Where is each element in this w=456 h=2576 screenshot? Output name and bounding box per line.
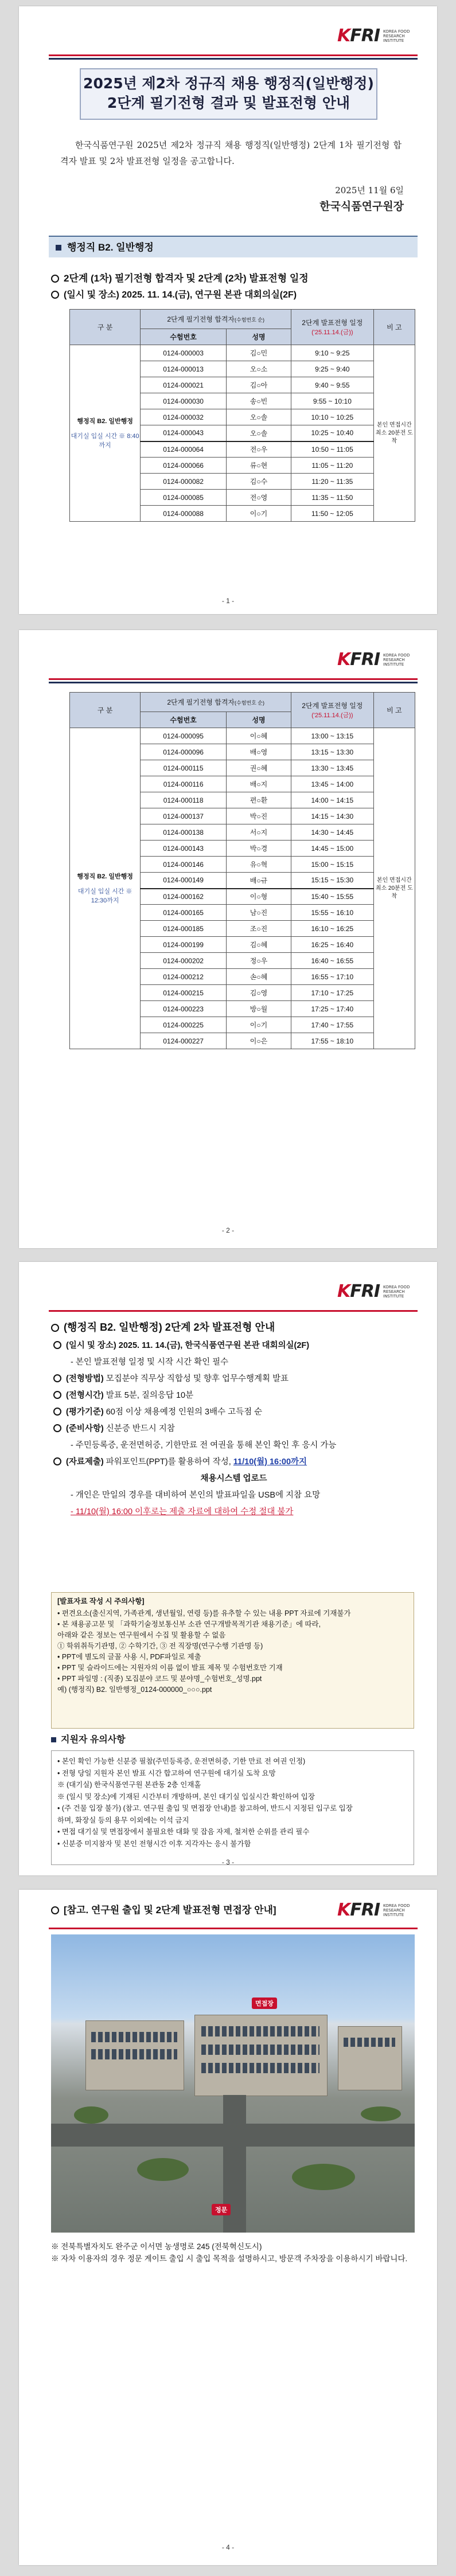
candidate-id: 0124-000202 (141, 953, 227, 969)
col-header-name: 성명 (226, 712, 291, 728)
guide-submission: (자료제출) 파워포인트(PPT)를 활용하여 작성, 11/10(월) 16:00까지 (53, 1454, 414, 1471)
candidate-name: 손○혜 (226, 969, 291, 985)
page-number: - 1 - (221, 597, 235, 605)
candidate-id: 0124-000165 (141, 905, 227, 921)
candidate-id: 0124-000118 (141, 792, 227, 808)
logo-subtitle: KOREA FOOD RESEARCH INSTITUTE (383, 29, 410, 43)
header-rule-red (49, 54, 418, 56)
guide-usb-note: - 개인은 만일의 경우를 대비하여 본인의 발표파일을 USB에 지참 요망 (71, 1491, 321, 1500)
notice-line: ※ (대기실) 한국식품연구원 본관동 2층 인재홀 (57, 1781, 201, 1789)
header-rule-red (49, 1310, 418, 1312)
presentation-time: 17:25 ~ 17:40 (291, 1001, 374, 1017)
campus-guide-title: [참고. 연구원 출입 및 2단계 발표전형 면접장 안내] (51, 1897, 322, 1924)
candidate-id: 0124-000149 (141, 873, 227, 889)
presentation-time: 14:00 ~ 14:15 (291, 792, 374, 808)
candidate-id: 0124-000138 (141, 824, 227, 841)
title-line-2: 2단계 필기전형 결과 및 발표전형 안내 (107, 95, 350, 111)
caution-line: • PPT 및 슬라이드에는 지원자의 이름 없이 발표 제목 및 수험번호만 기재 (57, 1664, 283, 1672)
candidate-name: 정○우 (226, 953, 291, 969)
candidate-name: 오○소 (226, 361, 291, 377)
waiting-room-entry-time: 대기실 입실 시간 ※ 8:40까지 (71, 432, 139, 449)
page-number: - 3 - (221, 1858, 235, 1866)
presentation-time: 13:00 ~ 13:15 (291, 728, 374, 744)
presentation-time: 16:55 ~ 17:10 (291, 969, 374, 985)
division-name: 행정직 B2. 일반행정 (77, 417, 133, 425)
presentation-time: 11:50 ~ 12:05 (291, 506, 374, 522)
candidate-id: 0124-000116 (141, 776, 227, 792)
candidate-name: 이○혜 (226, 728, 291, 744)
guide-method: (전형방법) 모집분야 직무상 직합성 및 향후 업무수행계획 발표 (53, 1371, 414, 1387)
tree (137, 2158, 189, 2181)
candidate-name: 권○혜 (226, 760, 291, 776)
applicant-notice-lines (57, 1756, 408, 1850)
presentation-time: 14:15 ~ 14:30 (291, 808, 374, 824)
tree (361, 2106, 401, 2121)
candidate-name: 류○현 (226, 458, 291, 474)
candidate-id: 0124-000199 (141, 937, 227, 953)
page-2 (19, 630, 437, 1248)
col-header-note: 비 고 (373, 310, 415, 345)
candidate-name: 편○환 (226, 792, 291, 808)
document-title-box (80, 68, 377, 120)
presentation-time: 9:25 ~ 9:40 (291, 361, 374, 377)
page-4 (19, 1890, 437, 2565)
header-rule-red (49, 678, 418, 680)
applicant-notice-box (51, 1750, 414, 1865)
circle-bullet-icon (51, 275, 59, 283)
announce-date: 2025년 11월 6일 (335, 185, 404, 196)
building-windows (91, 2032, 177, 2042)
candidate-name: 유○혁 (226, 857, 291, 873)
candidate-id: 0124-000146 (141, 857, 227, 873)
caution-line: • PPT 파일명 : (직종) 모집분야 코드 및 분야명_수험번호_성명.ppt (57, 1675, 262, 1683)
section-heading: 행정직 B2. 일반행정 (49, 236, 418, 257)
division-cell (70, 728, 141, 1049)
presentation-time: 16:25 ~ 16:40 (291, 937, 374, 953)
candidate-name: 배○영 (226, 744, 291, 760)
col-header-id: 수험번호 (141, 329, 227, 345)
candidate-name: 전○영 (226, 490, 291, 506)
col-header-group: 2단계 필기전형 합격자(수험번호 순) (141, 693, 291, 712)
guide-date-place: (일시 및 장소) 2025. 11. 14.(금), 한국식품연구원 본관 대회의실(2F) (53, 1338, 414, 1354)
waiting-room-entry-time: 대기실 입실 시간 ※ 12:30까지 (77, 888, 132, 904)
col-header-name: 성명 (226, 329, 291, 345)
circle-bullet-icon (51, 1906, 59, 1914)
header-rule-red (49, 1928, 418, 1929)
candidate-id: 0124-000227 (141, 1033, 227, 1049)
candidate-name: 남○진 (226, 905, 291, 921)
caution-line: • 본 채용공고문 및 「과학기술정보통신부 소관 연구개발목적기관 채용기준」에 따라, (57, 1620, 321, 1628)
caution-line: 예) (행정직) B2. 일반행정_0124-000000_○○○.ppt (57, 1686, 212, 1694)
candidate-id: 0124-000162 (141, 889, 227, 905)
arrival-note: 본인 면접시간 최소 20분전 도착 (373, 345, 415, 522)
presentation-time: 15:40 ~ 15:55 (291, 889, 374, 905)
notice-line: • 본인 확인 가능한 신분증 필참(주민등록증, 운전면허증, 기한 만료 전 여권 인정) (57, 1757, 306, 1765)
ppt-caution-title: [발표자료 작성 시 주의사항] (57, 1597, 145, 1605)
title-line-1: 2025년 제2차 정규직 채용 행정직(일반행정) (83, 75, 374, 92)
logo-mark: KFRI (337, 1281, 380, 1301)
presentation-time: 10:25 ~ 10:40 (291, 425, 374, 441)
candidate-id: 0124-000137 (141, 808, 227, 824)
presentation-time: 16:40 ~ 16:55 (291, 953, 374, 969)
presentation-time: 11:05 ~ 11:20 (291, 458, 374, 474)
kfri-logo (337, 26, 418, 46)
guide-check-schedule: - 본인 발표전형 일정 및 시작 시간 확인 필수 (71, 1358, 229, 1367)
candidate-id: 0124-000066 (141, 458, 227, 474)
candidate-id: 0124-000082 (141, 474, 227, 490)
candidate-name: 이○형 (226, 889, 291, 905)
presentation-guide-heading: (행정직 B2. 일반행정) 2단계 2차 발표전형 안내 (51, 1319, 418, 1334)
candidate-name: 송○빈 (226, 393, 291, 409)
candidate-id: 0124-000088 (141, 506, 227, 522)
division-cell (70, 345, 141, 522)
presentation-time: 9:10 ~ 9:25 (291, 345, 374, 361)
building-windows (201, 2026, 319, 2036)
presentation-time: 16:10 ~ 16:25 (291, 921, 374, 937)
division-name: 행정직 B2. 일반행정 (77, 873, 133, 880)
schedule-table-2 (69, 692, 415, 1049)
guide-deadline-warning: - 11/10(월) 16:00 이후로는 제출 자료에 대하여 수정 절대 불가 (71, 1507, 294, 1516)
presentation-time: 15:00 ~ 15:15 (291, 857, 374, 873)
candidate-name: 배○지 (226, 776, 291, 792)
circle-bullet-icon (53, 1457, 61, 1465)
caution-line: • PPT에 별도의 글꼴 사용 시, PDF파일로 제출 (57, 1653, 201, 1661)
date-place-line: (일시 및 장소) 2025. 11. 14.(금), 연구원 본관 대회의실(2F) (51, 287, 418, 300)
logo-mark: KFRI (337, 1900, 380, 1920)
kfri-logo (337, 650, 418, 670)
ppt-caution-lines (57, 1608, 408, 1695)
col-header-id: 수험번호 (141, 712, 227, 728)
presentation-time: 14:30 ~ 14:45 (291, 824, 374, 841)
col-header-schedule: 2단계 발표전형 일정 ('25.11.14.(금)) (291, 693, 374, 728)
circle-bullet-icon (53, 1424, 61, 1432)
presentation-time: 15:55 ~ 16:10 (291, 905, 374, 921)
candidate-id: 0124-000143 (141, 841, 227, 857)
tree (292, 2164, 355, 2190)
candidate-id: 0124-000225 (141, 1017, 227, 1033)
candidate-id: 0124-000003 (141, 345, 227, 361)
presentation-guide-list (53, 1338, 414, 1520)
presentation-time: 9:40 ~ 9:55 (291, 377, 374, 393)
candidate-name: 박○경 (226, 841, 291, 857)
presentation-time: 13:45 ~ 14:00 (291, 776, 374, 792)
candidate-name: 김○영 (226, 985, 291, 1001)
table-row (70, 345, 415, 361)
candidate-name: 박○진 (226, 808, 291, 824)
candidate-id: 0124-000021 (141, 377, 227, 393)
presentation-time: 17:55 ~ 18:10 (291, 1033, 374, 1049)
schedule-table-1-body (70, 345, 415, 522)
arrival-note: 본인 면접시간 최소 20분전 도착 (373, 728, 415, 1049)
notice-line: • (주 건물 입장 불가) (참고. 연구원 출입 및 면접장 안내)를 참고하여, 반드시 지정된 입구로 입장 (57, 1804, 353, 1812)
main-gate-marker: 정문 (212, 2204, 231, 2215)
presentation-time: 11:35 ~ 11:50 (291, 490, 374, 506)
col-header-division: 구 분 (70, 310, 141, 345)
page-3 (19, 1262, 437, 1875)
candidate-name: 김○수 (226, 474, 291, 490)
candidate-id: 0124-000064 (141, 441, 227, 458)
square-bullet-icon (56, 245, 61, 251)
logo-subtitle: KOREA FOOD RESEARCH INSTITUTE (383, 1903, 410, 1917)
logo-mark: KFRI (337, 650, 380, 670)
candidate-name: 이○은 (226, 1033, 291, 1049)
table-row (70, 728, 415, 744)
guide-criteria: (평가기준) 60점 이상 채용예정 인원의 3배수 고득점 순 (53, 1404, 414, 1421)
logo-subtitle: KOREA FOOD RESEARCH INSTITUTE (383, 652, 410, 667)
presentation-time: 17:10 ~ 17:25 (291, 985, 374, 1001)
circle-bullet-icon (53, 1391, 61, 1399)
kfri-logo (337, 1900, 418, 1920)
intro-paragraph: 한국식품연구원 2025년 제2차 정규직 채용 행정직(일반행정) 2단계 1차 필기전형 합격자 발표 및 2차 발표전형 일정을 공고합니다. (60, 140, 402, 166)
candidate-name: 배○규 (226, 873, 291, 889)
tree (74, 2106, 108, 2124)
caution-line: • 편견요소(출신지역, 가족관계, 생년월일, 연령 등)를 유추할 수 있는 내용 PPT 자료에 기재불가 (57, 1609, 351, 1617)
logo-subtitle: KOREA FOOD RESEARCH INSTITUTE (383, 1284, 410, 1299)
notice-line: 하며, 화장실 등의 용무 이외에는 이석 금지 (57, 1816, 189, 1824)
notice-line: ※ (일시 및 장소)에 기재된 시간부터 개방하며, 본인 대기실 입실시간 확인하여 입장 (57, 1792, 315, 1801)
candidate-name: 방○월 (226, 1001, 291, 1017)
logo-mark: KFRI (337, 26, 380, 46)
building-windows (201, 2063, 319, 2073)
candidate-name: 오○솔 (226, 425, 291, 441)
col-header-division: 구 분 (70, 693, 141, 728)
circle-bullet-icon (53, 1408, 61, 1416)
candidate-name: 김○혜 (226, 937, 291, 953)
building-windows (91, 2049, 177, 2059)
notice-line: • 면접 대기실 및 면접장에서 불필요한 대화 및 잡음 자제, 철저한 순위를 관리 필수 (57, 1828, 310, 1836)
candidate-name: 이○기 (226, 506, 291, 522)
building-windows (201, 2045, 319, 2055)
candidate-id: 0124-000013 (141, 361, 227, 377)
candidate-name: 조○진 (226, 921, 291, 937)
address-note: ※ 전북특별자치도 완주군 이서면 농생명로 245 (전북혁신도시) (51, 2242, 262, 2251)
schedule-subheading: 2단계 (1차) 필기전형 합격자 및 2단계 (2차) 발표전형 일정 (51, 270, 418, 284)
presentation-time: 11:20 ~ 11:35 (291, 474, 374, 490)
applicant-notice-heading: 지원자 유의사항 (51, 1732, 126, 1745)
building (338, 2026, 402, 2090)
building-windows (344, 2038, 395, 2047)
presentation-time: 9:55 ~ 10:10 (291, 393, 374, 409)
presentation-time: 13:30 ~ 13:45 (291, 760, 374, 776)
candidate-id: 0124-000095 (141, 728, 227, 744)
page-number: - 2 - (221, 1226, 235, 1234)
notice-line: • 신분증 미지참자 및 본인 전형시간 이후 지각자는 응시 불가함 (57, 1839, 251, 1848)
circle-bullet-icon (53, 1374, 61, 1382)
candidate-id: 0124-000223 (141, 1001, 227, 1017)
page-1 (19, 6, 437, 614)
presentation-time: 13:15 ~ 13:30 (291, 744, 374, 760)
schedule-table-1 (69, 309, 415, 522)
interview-hall-marker: 면접장 (252, 1998, 277, 2009)
candidate-id: 0124-000085 (141, 490, 227, 506)
candidate-id: 0124-000212 (141, 969, 227, 985)
candidate-name: 전○우 (226, 441, 291, 458)
candidate-id: 0124-000032 (141, 409, 227, 425)
announcer-org: 한국식품연구원장 (319, 200, 404, 213)
campus-aerial-photo (51, 1934, 415, 2233)
presentation-time: 10:10 ~ 10:25 (291, 409, 374, 425)
candidate-name: 김○민 (226, 345, 291, 361)
circle-bullet-icon (53, 1341, 61, 1349)
candidate-id: 0124-000096 (141, 744, 227, 760)
circle-bullet-icon (51, 1324, 59, 1332)
notice-line: • 전형 당일 지원자 본인 발표 시간 합고하여 연구원에 대기실 도착 요망 (57, 1769, 276, 1777)
guide-time: (전형시간) 발표 5분, 질의응답 10분 (53, 1387, 414, 1404)
candidate-id: 0124-000043 (141, 425, 227, 441)
candidate-name: 서○지 (226, 824, 291, 841)
candidate-id: 0124-000185 (141, 921, 227, 937)
header-rule-navy (49, 682, 418, 683)
col-header-schedule: 2단계 발표전형 일정 ('25.11.14.(금)) (291, 310, 374, 345)
candidate-name: 이○기 (226, 1017, 291, 1033)
col-header-note: 비 고 (373, 693, 415, 728)
presentation-time: 10:50 ~ 11:05 (291, 441, 374, 458)
campus-notes (51, 2241, 414, 2265)
guide-preparation: (준비사항) 신분증 반드시 지참 (53, 1421, 414, 1437)
candidate-id: 0124-000030 (141, 393, 227, 409)
candidate-id: 0124-000115 (141, 760, 227, 776)
guide-id-note: - 주민등록증, 운전면허증, 기한만료 전 여권을 통해 본인 확인 후 응시 가능 (71, 1441, 337, 1450)
presentation-time: 15:15 ~ 15:30 (291, 873, 374, 889)
candidate-name: 오○솔 (226, 409, 291, 425)
kfri-logo (337, 1281, 418, 1301)
header-rule-navy (49, 58, 418, 60)
square-bullet-icon (51, 1737, 56, 1742)
schedule-table-2-body (70, 728, 415, 1049)
circle-bullet-icon (51, 291, 59, 299)
candidate-name: 김○아 (226, 377, 291, 393)
page-number: - 4 - (221, 2543, 235, 2551)
col-header-group: 2단계 필기전형 합격자(수험번호 순) (141, 310, 291, 329)
guide-upload: 채용시스템 업로드 (200, 1474, 267, 1483)
caution-line: 아래와 같은 정보는 연구원에서 수집 및 활용할 수 없음 (57, 1631, 226, 1639)
presentation-time: 14:45 ~ 15:00 (291, 841, 374, 857)
caution-line: ① 학위취득기관명, ② 수학기간, ③ 전 직장명(연구수행 기관명 등) (57, 1642, 263, 1650)
presentation-time: 17:40 ~ 17:55 (291, 1017, 374, 1033)
ppt-caution-box (51, 1592, 414, 1729)
parking-note: ※ 자차 이용자의 경우 정문 게이트 출입 시 출입 목적을 설명하시고, 방문객 주차장을 이용하시기 바랍니다. (51, 2254, 408, 2263)
candidate-id: 0124-000215 (141, 985, 227, 1001)
